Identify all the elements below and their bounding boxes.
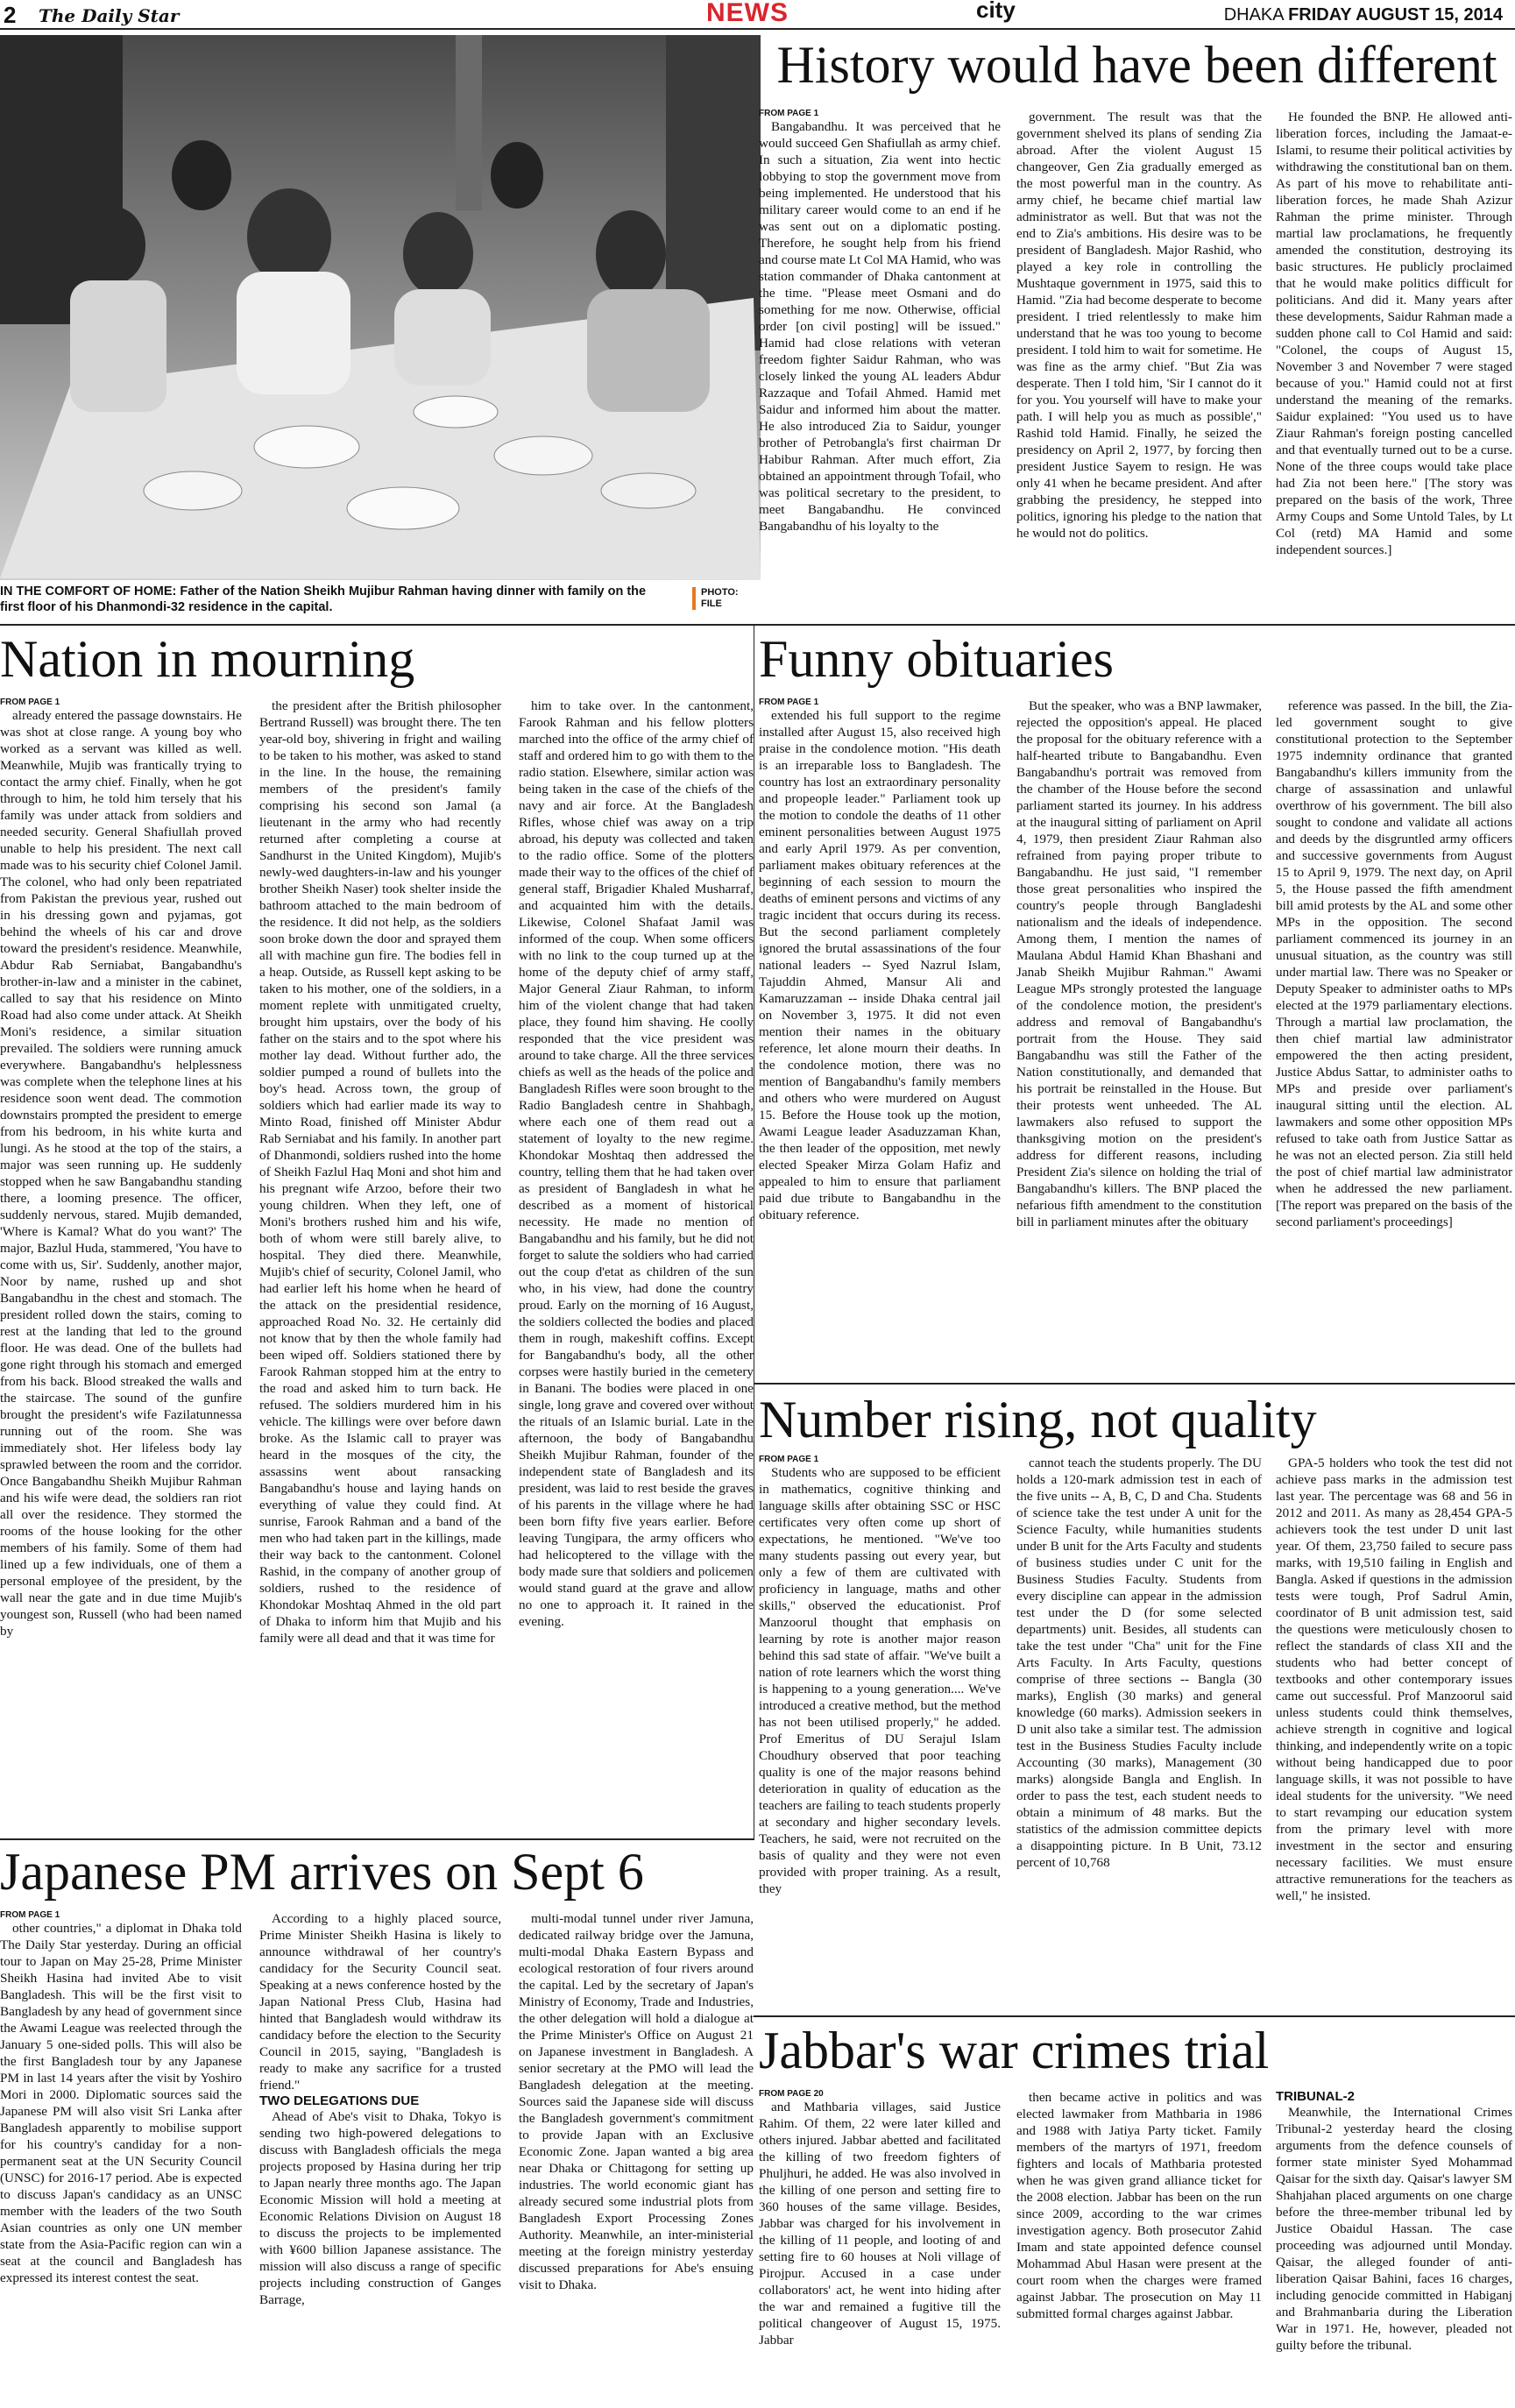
funny-col-3 (1276, 698, 1512, 1378)
nation-text-3: him to take over. In the cantonment, Farook Rahman and his fellow plotters marched into the office of the army chief of staff and ordered him to go with them to the radio station. Elsewhere, similar action was being taken in the case of the chiefs of the navy and air force. At the Bangladesh Rifles, whose chief was away on a trip abroad, his deputy was collected and taken to the radio office. Some of the plotters made their way to the offices of the chief of general staff, Brigadier Khaled Musharraf, and acquainted him with the details. Likewise, Colonel Shafaat Jamil was informed of the coup. When some officers with no link to the coup turned up at the home of the deputy chief of army staff, Major General Ziaur Rahman, to inform him of the violent change that had taken place, they found him shaving. He coolly responded that the vice president was around to take charge. All the three services chiefs as well as the heads of the police and Bangladesh Rifles were soon brought to the Radio Bangladesh centre in Shahbagh, where each one of them read out a statement of loyalty to the new regime. Khondokar Moshtaq then addressed the country, telling them that he had taken over as president of Bangladesh in what he described as a moment of historical necessity. He made no mention of Bangabandhu and his family, but he did not forget to salute the soldiers who had carried out the coup d'etat as children of the sun who, in his view, had done the country proud. Early on the morning of 16 August, the soldiers collected the bodies and placed them in rough, makeshift coffins. Except for Bangabandhu's body, all the other corpses were hastily buried in the cemetery in Banani. The bodies were placed in one single, long grave and covered over without the rituals of an Islamic burial. Late in the afternoon, the body of Bangabandhu Sheikh Mujibur Rahman, founder of the independent state of Bangladesh and its president, was laid to rest beside the graves of his parents in the village where he had been born fifty five years earlier. Before leaving Tungipara, the army officers who had helicoptered to the village with the body made sure that soldiers and policemen would stand guard at the grave and allow no one to approach it. It rained in the evening. (519, 698, 754, 1629)
japan-headline: Japanese PM arrives on Sept 6 (0, 1843, 644, 1901)
quality-text-2: cannot teach the students properly. The DU holds a 120-mark admission test in each of the five units -- A, B, C, D and Cha. Students of science take the test under A unit for the Science Faculty, while humanities students under B unit for the Arts Faculty and students of business studies under C unit for the Business Studies Faculty. Students from every discipline can appear in the admission test under the D (for some selected departments) unit. Besides, all students can take the test under "Cha" unit for the Fine Arts Faculty. In Arts Faculty, questions comprise of three sections -- Bangla (30 marks), English (30 marks) and general knowledge (60 marks). Admission seekers in D unit also take a similar test. The admission test in the Business Studies Faculty include Accounting (30 marks), Management (30 marks) alongside Bangla and English. In order to pass the test, each student needs to obtain a minimum of 48 marks. But the statistics of the admission committee depicts a disappointing picture. In B Unit, 73.12 percent of 10,768 (1016, 1455, 1262, 1870)
funny-headline: Funny obituaries (759, 630, 1114, 688)
dateline-place: DHAKA (1223, 5, 1284, 25)
japan-col-1 (0, 1910, 242, 2406)
masthead (0, 0, 1515, 30)
divider (754, 1383, 1515, 1385)
history-col-2 (1016, 109, 1262, 617)
funny-text-3: reference was passed. In the bill, the Zia-led government sought to give constitutional protection to the September 1975 indemnity ordinance that granted Bangabandhu's killers immunity from the charge of assassination and unlawful overthrow of his government. The bill also sought to condone and validate all actions and deeds by the disgruntled army officers and successive governments from August 15 to April 9, 1979. The next day, on April 5, the House passed the fifth amendment bill amid protests by the AL and some other MPs in the opposition. The second parliament commenced its journey in an unusual situation, as the country was still under martial law. There was no Speaker or Deputy Speaker to administer oaths to MPs elected at the 1979 parliamentary elections. Through a martial law proclamation, the then chief martial law administrator empowered the then acting president, Justice Abdus Sattar, to administer oaths to MPs and preside over parliament's inaugural sitting until the election. AL lawmakers and some other opposition MPs refused to take oath from Justice Sattar as he was not an elected person. Zia still held the post of chief martial law administrator when he addressed the new parliament. [The report was prepared on the basis of the second parliament's proceedings] (1276, 698, 1512, 1229)
subsection-title: city (976, 0, 1016, 23)
history-text-1: Bangabandhu. It was perceived that he would succeed Gen Shafiullah as army chief. In such a situation, Zia went into hectic lobbying to stop the government move from being implemented. He understood that his military career would come to an end if he was sent out on a diplomatic posting. Therefore, he sought help from his friend and course mate Lt Col MA Hamid, who was station commander of Dhaka cantonment at the time. "Please meet Osmani and do something for me now. Otherwise, official order [on civil posting] will be issued." Hamid had close relations with veteran freedom fighter Saidur Rahman, who was closely linked the young AL leaders Abdur Razzaque and Tofail Ahmed. Hamid met Saidur and informed him about the matter. He also introduced Zia to Saidur, younger brother of Petrobangla's first chairman Dr Habibur Rahman. After much effort, Zia obtained an appointment through Tofail, who was political secretary to the president, to meet Bangabandhu. He convinced Bangabandhu of his loyalty to the (759, 119, 1001, 534)
history-text-3: He founded the BNP. He allowed anti-liberation forces, including the Jamaat-e-Islami, to resume their political activities by withdrawing the constitutional ban on them. As part of his move to rehabilitate anti-liberation forces, he made Shah Azizur Rahman the prime minister. Through martial law proclamations, he frequently amended the constitution, destroying its basic structures. He publicly proclaimed that he would make politics difficult for politicians. And did it. Many years after these developments, Saidur Rahman made a sudden phone call to Col Hamid and said: "Colonel, the coups of August 15, November 3 and November 7 were staged because of you." Hamid could not at first understand the meaning of the remarks. Saidur explained: "You used us to have Ziaur Rahman's foreign posting cancelled and that eventually turned out to be a curse. None of the three coups would take place had Zia not been here." [The story was prepared on the basis of the work, Three Army Coups and Some Untold Tales, by Lt Col (retd) MA Hamid and some independent sources.] (1276, 110, 1512, 557)
photo-image (0, 35, 761, 580)
japan-text-2b: Ahead of Abe's visit to Dhaka, Tokyo is sending two high-powered delegations to discuss with Bangladesh officials the mega projects proposed by Hasina during her trip to Japan nearly three months ago. The Japan Economic Mission will hold a meeting at Economic Relations Division on August 18 to discuss the projects to be implemented with ¥600 billion Japanese assistance. The mission will also discuss a range of specific projects including construction of Ganges Barrage, (259, 2109, 501, 2307)
japan-col-2 (259, 1910, 501, 2406)
funny-text-2: But the speaker, who was a BNP lawmaker, rejected the opposition's appeal. He placed the proposal for the obituary reference with a half-hearted tribute to Bangabandhu. Even Bangabandhu's portrait was removed from the chamber of the House before the second parliament started its journey. In his address at the inaugural sitting of parliament on April 4, 1979, then president Ziaur Rahman also refrained from paying proper tribute to Bangabandhu. He just said, "I remember those great personalities who inspired the country's people through Bangladeshi nationalism and the ideals of independence. Among them, I mention the names of Maulana Abdul Hamid Khan Bhashani and Janab Sheikh Mujibur Rahman." Awami League MPs strongly protested the language of the condolence motion, the president's address and removal of Bangabandhu's portrait from the House. They said Bangabandhu was still the Father of the Nation constitutionally, and demanded that his portrait be reinstalled in the House. But their protests went unheeded. The AL lawmakers also refused to support the thanksgiving motion on the president's address for different reasons, including President Zia's silence on holding the trial of Bangabandhu's killers. The BNP placed the nefarious fifth amendment to the constitution bill in parliament minutes after the obituary (1016, 698, 1262, 1229)
nation-text-2: the president after the British philosopher Bertrand Russell) was brought there. The ten year-old boy, shivering in fright and wailing to be taken to his mother, was asked to stand in the line. In the house, the remaining members of the president's family comprising his second son Jamal (a lieutenant in the army who had recently returned after completing a course at Sandhurst in the United Kingdom), Mujib's newly-wed daughters-in-law and his younger brother Sheikh Naser) took shelter inside the bathroom attached to the main bedroom of the residence. It did not help, as the soldiers soon broke down the door and sprayed them all with machine gun fire. The bodies fell in a heap. Outside, as Russell kept asking to be taken to his mother, one of the soldiers, in a moment replete with unmitigated cruelty, brought him upstairs, over the body of his father on the stairs and to the spot where his mother lay dead. Without further ado, the soldier pumped a round of bullets into the boy's head. Across town, the group of soldiers which had earlier made its way to Minto Road, finished off Minister Abdur Rab Serniabat and his family. In another part of Dhanmondi, soldiers rushed into the home of Sheikh Fazlul Haq Moni and shot him and his pregnant wife Arzoo, before their two young children. When they left, one of Moni's brothers rushed him and his wife, both of whom were still barely alive, to hospital. They died there. Meanwhile, Mujib's chief of security, Colonel Jamil, who had earlier left his home when he heard of the attack on the presidential residence, approached Road No. 32. He certainly did not know that by then the whole family had been wiped off. Soldiers stationed there by Farook Rahman stopped him at the entry to the road and asked him to turn back. He refused. The soldiers murdered him in his vehicle. The killings were over before dawn broke. As the Islamic call to prayer was heard in the mosques of the city, the assassins went about ransacking Bangabandhu's house and laying hands on everything of value they could find. At sunrise, Farook Rahman and a band of the men who had taken part in the killings, made their way back to the cantonment. Colonel Rashid, in the company of another group of soldiers, rushed to the residence of Khondokar Moshtaq Ahmed in the old part of Dhaka to inform him that Mujib and his family were all dead and that it was time for (259, 698, 501, 1646)
funny-col-2 (1016, 698, 1262, 1378)
jabbar-col-2 (1016, 2089, 1262, 2406)
nation-headline: Nation in mourning (0, 630, 415, 688)
section-title: NEWS (706, 0, 789, 27)
jabbar-headline: Jabbar's war crimes trial (759, 2022, 1270, 2079)
divider (0, 1838, 754, 1840)
quality-headline: Number rising, not quality (759, 1391, 1317, 1448)
divider (0, 624, 1515, 626)
dateline-date: FRIDAY AUGUST 15, 2014 (1288, 5, 1503, 25)
quality-col-2 (1016, 1455, 1262, 2008)
dateline (1224, 5, 1503, 25)
funny-text-1: extended his full support to the regime installed after August 15, also received high praise in the condolence motion. "His death is an irreparable loss to Bangladesh. The country has lost an extraordinary personality and propeople leader." Parliament took up the motion to condole the deaths of 11 other eminent personalities between August 1975 and early April 1979. As per convention, parliament makes obituary references at the beginning of each session to mourn the deaths of eminent persons and victims of any tragic incident that occurs during its recess. But the second parliament completely ignored the brutal assassinations of the four national leaders -- Syed Nazrul Islam, Tajuddin Ahmed, Mansur Ali and Kamaruzzaman -- inside Dhaka central jail on November 3, 1975. It did not even mention their names in the obituary reference, let alone mourn their deaths. In the condolence motion, there was no mention of Bangabandhu's family members and others who were murdered on August 15. Before the House took up the motion, Awami League leader Asaduzzaman Khan, the then leader of the opposition, met newly elected Speaker Mirza Golam Hafiz and appealed to him to ensure that parliament paid due tribute to Bangabandhu in the obituary reference. (759, 708, 1001, 1222)
japan-text-1: other countries," a diplomat in Dhaka told The Daily Star yesterday. During an official tour to Japan on May 25-28, Prime Minister Sheikh Hasina had invited Abe to visit Bangladesh. This will be the first visit to Bangladesh by any head of government since the Awami League was reelected through the January 5 one-sided polls. This will also be the first Bangladesh tour by any Japanese PM in last 14 years after the visit by Yoshiro Mori in 2000. Diplomatic sources said the Japanese PM will also visit Sri Lanka after Bangladesh apparently to mobilise support for his country's candiday for a non-permanent seat at the UN Security Council (UNSC) for 2016-17 period. Abe is expected to discuss Japan's candidacy as an UNSC member with the leaders of the two South Asian countries as only one UN member state from the Asia-Pacific region can win a seat at the council and Bangladesh has expressed its interest contest the seat. (0, 1921, 242, 2285)
history-col-3 (1276, 109, 1512, 617)
jabbar-kicker: FROM PAGE 20 (759, 2089, 824, 2099)
nation-col-3 (519, 698, 754, 1837)
dinner-photo (0, 35, 761, 580)
paper-logo: The Daily Star (39, 5, 180, 26)
photo-credit-label: PHOTO: (701, 587, 739, 598)
quality-text-3: GPA-5 holders who took the test did not achieve pass marks in the admission test last year. The percentage was 68 and 56 in 2012 and 2011. As many as 28,454 GPA-5 achievers took the test under D unit last year. Of them, 23,750 failed to secure pass marks, with 19,510 failing in English and Bangla. Asked if questions in the admission tests were tough, Prof Sadrul Amin, coordinator of B unit admission test, said the questions were meticulously chosen to reflect the standards of class XII and the students who had better concept of textbooks and other contemporary issues came out successful. Prof Manzoorul said unless students could think themselves, achieve strength in cognitive and logical thinking, and independently write on a topic without being handicapped due to poor language skills, it was not possible to have ideal students for the university. "We need to start revamping our education system from the primary level with more investment in the sector and ensuring necessary facilities. We must ensure attractive remunerations for the teachers as well," he insisted. (1276, 1455, 1512, 1903)
japan-text-3: multi-modal tunnel under river Jamuna, dedicated railway bridge over the Jamuna, multi-modal Dhaka Eastern Bypass and ecological restoration of four rivers around the capital. Led by the secretary of Japan's Ministry of Economy, Trade and Industries, the other delegation will hold a dialogue at the Prime Minister's Office on August 21 on Japanese investment in Bangladesh. A senior secretary at the PMO will lead the Bangladesh delegation at the meeting. Sources said the Japanese side will discuss the Bangladesh government's commitment to provide Japan with an Exclusive Economic Zone. Japan wanted a big area near Dhaka or Chittagong for setting up industries. The world economic giant has already secured some industrial plots from Bangladesh Export Processing Zones Authority. Meanwhile, an inter-ministerial meeting at the foreign ministry yesterday discussed preparations for Abe's ensuing visit to Dhaka. (519, 1911, 754, 2292)
nation-kicker: FROM PAGE 1 (0, 698, 60, 707)
quality-text-1: Students who are supposed to be efficient in mathematics, cognitive thinking and language skills after obtaining SSC or HSC certificates very often come up short of expectations, he mentioned. "We've too many students passing out every year, but only a few of them are cultivated with proficiency in language, maths and other skills," observed the educationist. Prof Manzoorul thought that emphasis on learning by rote is another major reason behind this sad state of affair. "We've built a nation of rote learners which the worst thing is happening to a young generation.... We've introduced a creative method, but the method has not been utilised properly," he added. Prof Emeritus of DU Serajul Islam Choudhury observed that poor teaching quality is one of the major reasons behind deterioration in quality of education as the teachers are failing to teach students properly at secondary and higher secondary levels. Teachers, he said, were not recruited on the basis of quality and they were not even provided with proper training. As a result, they (759, 1465, 1001, 1896)
divider (754, 2015, 1515, 2017)
nation-col-1 (0, 698, 242, 1837)
photo-caption: IN THE COMFORT OF HOME: Father of the Nation Sheikh Mujibur Rahman having dinner with family on the first floor of his Dhanmondi-32 residence in the capital. (0, 584, 647, 614)
history-text-2: government. The result was that the government shelved its plans of sending Zia abroad. After the violent August 15 changeover, Gen Zia gradually emerged as the most powerful man in the country. As army chief, he became chief martial law administrator as well. But that was not the end to Zia's ambitions. His desire was to be president of Bangladesh. Major Rashid, who played a key role in controlling the Mushtaque government in 1975, said this to Hamid. "Zia had become desperate to become president. I tried relentlessly to make him understand that he was too young to become president. I told him to wait for sometime. He was fine as the army chief. "But Zia was desperate. Then I told him, 'Sir I cannot do it for you. You yourself will have to make your path. I will help you as much as possible'," Rashid told Hamid. Finally, he seized the presidency on April 2, 1977, by forcing then president Justice Sayem to resign. He was only 41 when he became president. And after grabbing the presidency, he stepped into politics, ignoring his pledge to the nation that he would not do politics. (1016, 110, 1262, 541)
history-headline: History would have been different (776, 36, 1497, 94)
jabbar-text-3: Meanwhile, the International Crimes Tribunal-2 yesterday heard the closing arguments from the defence counsels of former state minister Syed Mohammad Qaisar for the sixth day. Qaisar's lawyer SM Shahjahan placed arguments on one charge before the three-member tribunal led by Justice Obaidul Hassan. The case proceeding was adjourned until Monday. Qaisar, the alleged founder of anti-liberation Qaisar Bahini, faces 16 charges, including genocide committed in Habiganj and Brahmanbaria during the Liberation War in 1971. He, however, pleaded not guilty before the tribunal. (1276, 2105, 1512, 2353)
quality-col-1 (759, 1455, 1001, 2008)
quality-kicker: FROM PAGE 1 (759, 1455, 819, 1464)
japan-subhead: TWO DELEGATIONS DUE (259, 2093, 420, 2108)
photo-credit-source: FILE (701, 598, 722, 609)
nation-col-2 (259, 698, 501, 1837)
jabbar-col-3 (1276, 2089, 1512, 2406)
history-kicker: FROM PAGE 1 (759, 109, 819, 118)
jabbar-text-2: then became active in politics and was elected lawmaker from Mathbaria in 1986 and 1988 with Jatiya Party ticket. Family members of the martyrs of 1971, freedom fighters and locals of Mathbaria protested when he was given grand alliance ticket for the 2008 election. Jabbar has been on the run since 2009, according to the war crimes investigation agency. Both prosecutor Zahid Imam and state appointed defence counsel Mohammad Abul Hasan were present at the court room when the charges were framed against Jabbar. The prosecution on May 11 submitted formal charges against Jabbar. (1016, 2090, 1262, 2321)
jabbar-subhead: TRIBUNAL-2 (1276, 2089, 1355, 2104)
jabbar-text-1: and Mathbaria villages, said Justice Rahim. Of them, 22 were later killed and others injured. Jabbar abetted and facilitated the killing of two freedom fighters of Phuljhuri, he added. He was also involved in the killing of one person and setting fire to 360 houses of the same village. Besides, Jabbar was charged for his involvement in the killing of 11 people, and looting of and setting fire to 60 houses at Noli village of Pirojpur. Accused in a case under collaborators' act, he went into hiding after the war and remained a fugitive till the political changeover of August 15, 1975. Jabbar (759, 2100, 1001, 2348)
jabbar-col-1 (759, 2089, 1001, 2406)
history-col-1 (759, 109, 1001, 617)
page-number: 2 (4, 2, 17, 28)
funny-kicker: FROM PAGE 1 (759, 698, 819, 707)
photo-credit (692, 587, 761, 610)
japan-col-3 (519, 1910, 754, 2406)
japan-text-2a: According to a highly placed source, Prime Minister Sheikh Hasina is likely to announce withdrawal of her country's candidacy for the Security Council seat. Speaking at a news conference hosted by the Japan National Press Club, Hasina had hinted that Bangladesh would withdraw its candidacy before the election to the Security Council in 2015, saying, "Bangladesh is ready to make any sacrifice for a trusted friend." (259, 1911, 501, 2093)
japan-kicker: FROM PAGE 1 (0, 1910, 60, 1920)
funny-col-1 (759, 698, 1001, 1378)
nation-text-1: already entered the passage downstairs. He was shot at close range. A young boy who worked as a servant was killed as well. Meanwhile, Mujib was frantically trying to contact the army chief. Finally, when he got through to him, he told him tersely that his family was under attack from soldiers and needed security. General Shafiullah proved unable to help his president. The next call made was to his security chief Colonel Jamil. The colonel, who had only been repatriated from Pakistan the previous year, rushed out in his dressing gown and pyjamas, got behind the wheels of his car and drove toward the president's residence. Meanwhile, Abdur Rab Serniabat, Bangabandhu's brother-in-law and a minister in the cabinet, called to say that his residence on Minto Road had also come under attack. At Sheikh Moni's residence, a similar situation prevailed. The soldiers were running amuck everywhere. Bangabandhu's helplessness was complete when the telephone lines at his residence soon went dead. The commotion downstairs prompted the president to emerge from his bedroom, in his white kurta and lungi. As he stood at the top of the stairs, a major was seen running up. He suddenly stopped when he saw Bangabandhu standing there, a looming presence. The officer, suddenly nervous, stared. Mujib demanded, 'Where is Kamal? What do you want?' The major, Bazlul Huda, stammered, 'You have to come with us, Sir'. Suddenly, another major, Noor by name, rushed up and shot Bangabandhu in the chest and stomach. The president rolled down the stairs, coming to rest at the landing that led to the ground floor. He was dead. One of the bullets had gone right through his stomach and emerged from his back. Blood streaked the walls and the staircase. The sound of the gunfire brought the president's wife Fazilatunnessa running out of the room. She was immediately shot. Her lifeless body lay sprawled between the room and the corridor. Once Bangabandhu Sheikh Mujibur Rahman and his wife were dead, the soldiers ran riot all over the residence. They stormed the rooms of the house looking for the other members of his family. Some of them had lined up a few individuals, one of them a personal employee of the president, by the wall near the gate and in due time Mujib's youngest son, Russell (who had been named by (0, 708, 242, 1639)
quality-col-3 (1276, 1455, 1512, 2008)
